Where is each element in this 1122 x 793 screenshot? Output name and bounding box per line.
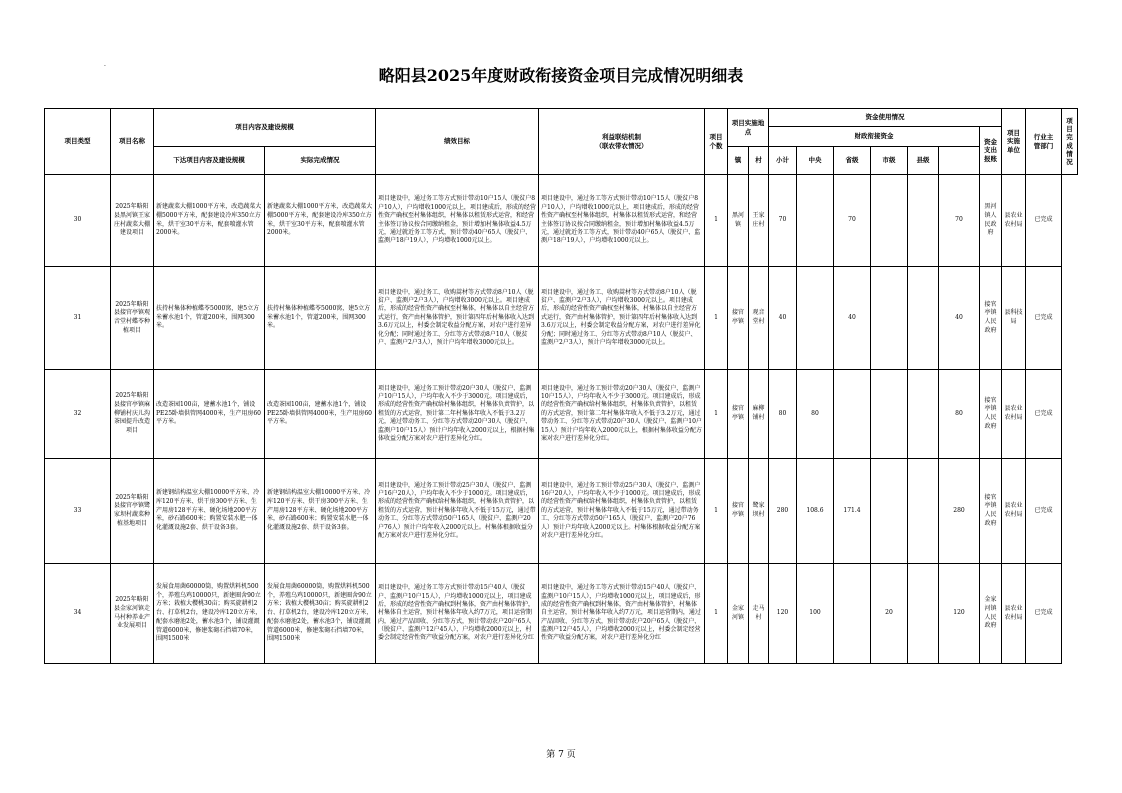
cell-actual: 发展食用菌60000筒，购置烘料机500个，养殖乌鸡10000只，新建圈舍90立方米；栽植大樱桃30亩；购买旋耕机2台、打草机2台，建设冷库120立方米，配套水磨池2处，蓄水池3个，铺设灌溉管道6000米，修建浆砌石挡墙70米，围网1500米 bbox=[265, 564, 376, 664]
table-row bbox=[45, 459, 1078, 564]
cell-planned: 发展食用菌60000筒，购置烘料机500个，养殖乌鸡10000只，新建圈舍90立方米；栽植大樱桃30亩；购买旋耕机2台、打草机2台，建设冷库120立方米，配套水磨池2处，蓄水池3个，铺设灌溉管道6000米，修建浆砌石挡墙70米，围网1500米 bbox=[154, 564, 265, 664]
cell-central bbox=[797, 175, 834, 267]
cell-province: 40 bbox=[834, 267, 871, 370]
cell-planned: 扶持村集体种植蝶苓5000窝，建5立方米蓄水池1个，管道200米，围网300米。 bbox=[154, 267, 265, 370]
cell-county bbox=[908, 564, 939, 664]
header-content-planned: 下达项目内容及建设规模 bbox=[154, 147, 265, 175]
cell-dept: 县农业农村局 bbox=[1002, 175, 1026, 267]
cell-county bbox=[908, 459, 939, 564]
cell-town: 金家河镇 bbox=[728, 564, 749, 664]
cell-subtotal: 280 bbox=[769, 459, 797, 564]
cell-count: 1 bbox=[705, 267, 728, 370]
cell-count: 1 bbox=[705, 370, 728, 459]
header-dept: 行业主 管部门 bbox=[1026, 109, 1062, 175]
header-status: 项目完成 情况 bbox=[1062, 109, 1078, 175]
cell-central bbox=[797, 267, 834, 370]
cell-name: 2025年略阳县接官亭镇麻柳铺村庆儿沟茶园提升改造项目 bbox=[111, 370, 154, 459]
cell-village: 鹭家坝村 bbox=[749, 459, 769, 564]
cell-dept: 县农业农村局 bbox=[1002, 564, 1026, 664]
cell-count: 1 bbox=[705, 175, 728, 267]
header-central: 中央 bbox=[797, 147, 834, 175]
header-village: 村 bbox=[749, 147, 769, 175]
cell-name: 2025年略阳县接官亭镇观音堂村蝶苓种植项目 bbox=[111, 267, 154, 370]
header-count: 项目 个数 bbox=[705, 109, 728, 175]
cell-province: 70 bbox=[834, 175, 871, 267]
cell-count: 1 bbox=[705, 459, 728, 564]
cell-unit: 接官亭镇人民政府 bbox=[980, 370, 1002, 459]
cell-unit: 接官亭镇人民政府 bbox=[980, 267, 1002, 370]
header-type: 项目类型 bbox=[45, 109, 111, 175]
funds-table bbox=[44, 108, 1078, 664]
cell-goal: 项目建设中，通过务工预计带动20户30人（脱贫户、监测户10户15人），户均年收入不少于3000元。项目建成后，形成的经营性资产确权给村集体组织，村集体负责管护，以租赁的方式运营，预计第二年村集体年收入不低于3.2万元，通过带动务工、分红等方式带动20户30人（脱贫户、监测户10户15人）预计户均年收入2000元以上，根据村集体收益分配方案对农户进行差异化分红。 bbox=[376, 370, 539, 459]
cell-goal: 项目建设中，通过务工等方式预计带动15户40人（脱贫户、监测户10户15人），户均增收1000元以上，项目建成后，形成的经营性资产确权到村集体，资产由村集体管护，村集体自主运营，预计村集体年收入约7万元，项目运营期内，通过产品回收、分红等方式，预计带动农户20户65人（脱贫户、监测户12户45人），户均增收2000元以上，村委会制定经营性资产收益分配方案，对农户进行差异化分红 bbox=[376, 564, 539, 664]
cell-subtotal: 120 bbox=[769, 564, 797, 664]
cell-type: 32 bbox=[45, 370, 111, 459]
cell-dept: 县科技局 bbox=[1002, 267, 1026, 370]
table-row bbox=[45, 370, 1078, 459]
header-town: 镇 bbox=[728, 147, 749, 175]
cell-type: 31 bbox=[45, 267, 111, 370]
cell-actual: 扶持村集体种植蝶苓5000窝，建5立方米蓄水池1个，管道200米，围网300米。 bbox=[265, 267, 376, 370]
cell-planned: 改造茶园100亩，建蓄水池1个，铺设PE25卧墙供管网4000米，生产用房60平方米。 bbox=[154, 370, 265, 459]
cell-actual: 新建蔬菜大棚1000平方米，改造蔬菜大棚5000平方米，配套建设冷库350立方米，烘干室30平方米，配套喷灌水管2000米。 bbox=[265, 175, 376, 267]
cell-central: 108.6 bbox=[797, 459, 834, 564]
header-subtotal: 小计 bbox=[769, 147, 797, 175]
header-fund-usage: 资金使用情况 bbox=[769, 109, 1002, 127]
header-province: 省级 bbox=[834, 147, 871, 175]
cell-reimbursed: 120 bbox=[939, 564, 980, 664]
table-row bbox=[45, 267, 1078, 370]
header-city: 市级 bbox=[871, 147, 908, 175]
table-row bbox=[45, 564, 1078, 664]
cell-unit: 金家河镇人民政府 bbox=[980, 564, 1002, 664]
cell-city bbox=[871, 459, 908, 564]
cell-goal: 项目建设中，通过务工预计带动25户30人（脱贫户、监测户16户20人），户均年收入不少于1000元。项目建成后，形成的经营性资产确权给村集体组织，村集体负责管护，以租赁的方式运营，预计村集体年收入不低于15万元，通过带动务工、分红等方式带动50户165人（脱贫户、监测户20户76人）预计户均年收入2000元以上。村集体根据收益分配方案对农户进行差异化分红。 bbox=[376, 459, 539, 564]
cell-town: 接官亭镇 bbox=[728, 370, 749, 459]
cell-mechanism: 项目建设中，通过务工预计带动25户30人（脱贫户、监测户16户20人），户均年收入不少于1000元。项目建成后，形成的经营性资产确权给村集体组织，村集体负责管护，以租赁的方式运营，预计村集体年收入不低于15万元，通过带动务工、分红等方式带动50户165人（脱贫户、监测户20户76人）预计户均年收入2000元以上。村集体根据收益分配方案对农户进行差异化分红。 bbox=[539, 459, 705, 564]
cell-count: 1 bbox=[705, 564, 728, 664]
header-county: 县级 bbox=[908, 147, 939, 175]
cell-type: 34 bbox=[45, 564, 111, 664]
cell-central: 80 bbox=[797, 370, 834, 459]
cell-province bbox=[834, 564, 871, 664]
cell-county bbox=[908, 267, 939, 370]
cell-type: 33 bbox=[45, 459, 111, 564]
cell-central: 100 bbox=[797, 564, 834, 664]
cell-mechanism: 项目建设中，通过务工等方式预计带动15户40人（脱贫户、监测户10户15人），户均增收1000元以上，项目建成后，形成的经营性资产确权到村集体，资产由村集体管护，村集体自主运营，预计村集体年收入约7万元，项目运营期内，通过产品回收、分红等方式，预计带动农户20户65人（脱贫户、监测户12户45人），户均增收2000元以上，村委会制定经营性资产收益分配方案，对农户进行差异化分红 bbox=[539, 564, 705, 664]
cell-reimbursed: 280 bbox=[939, 459, 980, 564]
decor-dot: . bbox=[104, 61, 106, 68]
cell-unit: 黑河镇人民政府 bbox=[980, 175, 1002, 267]
cell-reimbursed: 70 bbox=[939, 175, 980, 267]
cell-goal: 项目建设中，通过务工等方式预计带动10户15人（脱贫户8户10人），户均增收1000元以上，项目建成后，形成的经营性资产确权至村集体组织，村集体以租赁形式运营，和经营主体签订协议按合同缴纳租金，预计增加村集体收益4.5万元，通过就近务工等方式，预计带动40户65人（脱贫户、监测户18户19人），户均增收1000元以上。 bbox=[376, 175, 539, 267]
cell-subtotal: 80 bbox=[769, 370, 797, 459]
cell-city: 20 bbox=[871, 564, 908, 664]
cell-village: 走马村 bbox=[749, 564, 769, 664]
cell-reimbursed: 40 bbox=[939, 267, 980, 370]
page-number: 第 7 页 bbox=[546, 750, 576, 760]
cell-subtotal: 40 bbox=[769, 267, 797, 370]
header-content-actual: 实际完成情况 bbox=[265, 147, 376, 175]
cell-type: 30 bbox=[45, 175, 111, 267]
cell-province bbox=[834, 370, 871, 459]
cell-mechanism: 项目建设中，通过务工、收购蒿材等方式带动8户10人（脱贫户、监测户2户3人），户均增收3000元以上。项目建成后，形成的经营性资产确权至村集体，村集体以自主经营方式运行，资产由村集体管护，预计第四年后村集体收入达到3.6万元以上，村委会制定收益分配方案，对农户进行差异化分配；同时通过务工、分红等方式带动8户10人（脱贫户、监测户2户3人），预计户均年增收3000元以上。 bbox=[539, 267, 705, 370]
cell-dept: 县农业农村局 bbox=[1002, 370, 1026, 459]
cell-goal: 项目建设中，通过务工、收购蒿材等方式带动8户10人（脱贫户、监测户2户3人），户均增收3000元以上。项目建成后，形成的经营性资产确权至村集体，村集体以自主经营方式运行，资产由村集体管护，预计第四年后村集体收入达到3.6万元以上，村委会制定收益分配方案，对农户进行差异化分配；同时通过务工、分红等方式带动8户10人（脱贫户、监测户2户3人），预计户均年增收3000元以上。 bbox=[376, 267, 539, 370]
cell-subtotal: 70 bbox=[769, 175, 797, 267]
header-impl-unit: 项目 实施 单位 bbox=[1002, 109, 1026, 175]
cell-planned: 新建蔬菜大棚1000平方米，改造蔬菜大棚5000平方米，配套建设冷库350立方米，烘干室30平方米，配套喷灌水管2000米。 bbox=[154, 175, 265, 267]
cell-village: 王家庄村 bbox=[749, 175, 769, 267]
header-location-group: 项目实施地 点 bbox=[728, 109, 769, 147]
cell-town: 接官亭镇 bbox=[728, 267, 749, 370]
cell-town: 黑河镇 bbox=[728, 175, 749, 267]
cell-name: 2025年略阳县黑河镇王家庄村蔬菜大棚建设项目 bbox=[111, 175, 154, 267]
cell-actual: 新建钢结构温室大棚10000平方米、冷库120平方米、烘干房300平方米、生产用房128平方米、硬化场地200平方米，砂石路600米；购置安装水肥一体化灌溉设施2套、烘干设备3套。 bbox=[265, 459, 376, 564]
cell-mechanism: 项目建设中，通过务工预计带动20户30人（脱贫户、监测户10户15人），户均年收入不少于3000元。项目建成后，形成的经营性资产确权给村集体组织，村集体负责管护，以租赁的方式运营，预计第二年村集体年收入不低于3.2万元，通过带动务工、分红等方式带动20户30人（脱贫户、监测户10户15人）预计户均年收入2000元以上，根据村集体收益分配方案对农户进行差异化分红。 bbox=[539, 370, 705, 459]
header-goal: 绩效目标 bbox=[376, 109, 539, 175]
cell-city bbox=[871, 370, 908, 459]
header-reimbursed: 资金支出 报账 bbox=[980, 127, 1002, 175]
cell-status: 已完成 bbox=[1026, 267, 1062, 370]
cell-unit: 接官亭镇人民政府 bbox=[980, 459, 1002, 564]
cell-village: 麻柳铺村 bbox=[749, 370, 769, 459]
header-fiscal-fund: 财政衔接资金 bbox=[769, 127, 980, 147]
cell-status: 已完成 bbox=[1026, 175, 1062, 267]
cell-village: 观音堂村 bbox=[749, 267, 769, 370]
header-mechanism: 利益联结机制 （联农带农情况） bbox=[539, 109, 705, 175]
cell-county bbox=[908, 175, 939, 267]
cell-actual: 改造茶园100亩，建蓄水池1个，铺设PE25卧墙供管网4000米，生产用房60平方米。 bbox=[265, 370, 376, 459]
table-row bbox=[45, 175, 1078, 267]
header-content-group: 项目内容及建设规模 bbox=[154, 109, 376, 147]
cell-city bbox=[871, 175, 908, 267]
cell-mechanism: 项目建设中，通过务工等方式预计带动10户15人（脱贫户8户10人），户均增收1000元以上，项目建成后，形成的经营性资产确权至村集体组织，村集体以租赁形式运营，和经营主体签订协议按合同缴纳租金，预计增加村集体收益4.5万元，通过就近务工等方式，预计带动40户65人（脱贫户、监测户18户19人），户均增收1000元以上。 bbox=[539, 175, 705, 267]
cell-dept: 县农业农村局 bbox=[1002, 459, 1026, 564]
cell-name: 2025年略阳县金家河镇走马村种养业产业发展项目 bbox=[111, 564, 154, 664]
cell-county bbox=[908, 370, 939, 459]
header-name: 项目名称 bbox=[111, 109, 154, 175]
cell-status: 已完成 bbox=[1026, 370, 1062, 459]
page-title: 略阳县2025年度财政衔接资金项目完成情况明细表 bbox=[378, 66, 744, 85]
cell-city bbox=[871, 267, 908, 370]
cell-planned: 新建钢结构温室大棚10000平方米、冷库120平方米、烘干房300平方米、生产用房128平方米、硬化场地200平方米，砂石路600米；购置安装水肥一体化灌溉设施2套、烘干设备3套。 bbox=[154, 459, 265, 564]
cell-reimbursed: 80 bbox=[939, 370, 980, 459]
cell-name: 2025年略阳县接官亭镇鹭家坝村蔬菜种植基地项目 bbox=[111, 459, 154, 564]
cell-town: 接官亭镇 bbox=[728, 459, 749, 564]
cell-status: 已完成 bbox=[1026, 459, 1062, 564]
cell-status: 已完成 bbox=[1026, 564, 1062, 664]
cell-province: 171.4 bbox=[834, 459, 871, 564]
